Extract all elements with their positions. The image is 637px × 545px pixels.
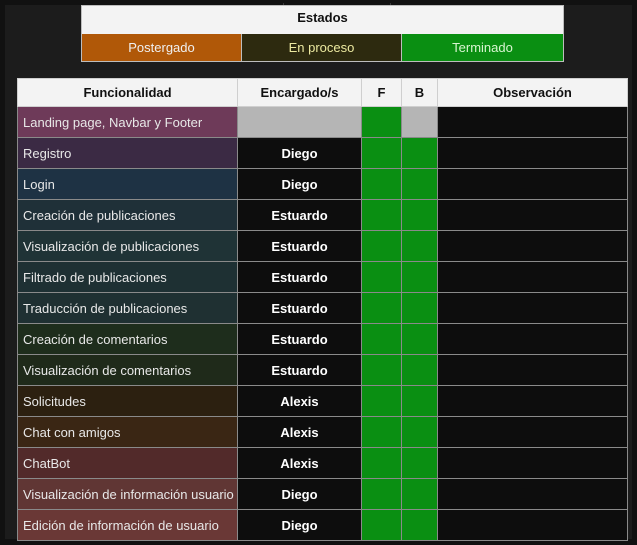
cell-encargado[interactable]: Estuardo: [238, 293, 362, 324]
cell-b-status[interactable]: [402, 107, 438, 138]
cell-f-status[interactable]: [362, 262, 402, 293]
cell-funcionalidad[interactable]: ChatBot: [18, 448, 238, 479]
cell-observacion[interactable]: [438, 448, 628, 479]
cell-funcionalidad[interactable]: Chat con amigos: [18, 417, 238, 448]
table-row: [18, 448, 628, 479]
features-table: [17, 78, 628, 541]
table-row: [18, 200, 628, 231]
cell-f-status[interactable]: [362, 417, 402, 448]
table-row: [18, 324, 628, 355]
cell-b-status[interactable]: [402, 138, 438, 169]
cell-f-status[interactable]: [362, 200, 402, 231]
cell-observacion[interactable]: [438, 293, 628, 324]
table-row: [18, 355, 628, 386]
cell-observacion[interactable]: [438, 262, 628, 293]
cell-b-status[interactable]: [402, 169, 438, 200]
cell-b-status[interactable]: [402, 510, 438, 541]
cell-encargado[interactable]: [238, 107, 362, 138]
cell-encargado[interactable]: Diego: [238, 510, 362, 541]
cell-b-status[interactable]: [402, 417, 438, 448]
cell-observacion[interactable]: [438, 169, 628, 200]
cell-encargado[interactable]: Diego: [238, 169, 362, 200]
cell-encargado[interactable]: Alexis: [238, 417, 362, 448]
table-row: [18, 107, 628, 138]
estados-title: Estados: [297, 10, 348, 25]
cell-observacion[interactable]: [438, 355, 628, 386]
cell-f-status[interactable]: [362, 355, 402, 386]
cell-funcionalidad[interactable]: Login: [18, 169, 238, 200]
cell-f-status[interactable]: [362, 293, 402, 324]
cell-observacion[interactable]: [438, 231, 628, 262]
cell-encargado[interactable]: Estuardo: [238, 231, 362, 262]
cell-b-status[interactable]: [402, 231, 438, 262]
cell-funcionalidad[interactable]: Visualización de información usuario: [18, 479, 238, 510]
cell-b-status[interactable]: [402, 448, 438, 479]
cell-funcionalidad[interactable]: Registro: [18, 138, 238, 169]
header-encargado: Encargado/s: [238, 79, 362, 107]
table-row: [18, 417, 628, 448]
cell-funcionalidad[interactable]: Visualización de comentarios: [18, 355, 238, 386]
cell-f-status[interactable]: [362, 324, 402, 355]
cell-f-status[interactable]: [362, 138, 402, 169]
cell-funcionalidad[interactable]: Creación de publicaciones: [18, 200, 238, 231]
header-f: F: [362, 79, 402, 107]
cell-encargado[interactable]: Estuardo: [238, 200, 362, 231]
cell-funcionalidad[interactable]: Solicitudes: [18, 386, 238, 417]
cell-f-status[interactable]: [362, 479, 402, 510]
cell-observacion[interactable]: [438, 479, 628, 510]
cell-encargado[interactable]: Alexis: [238, 386, 362, 417]
table-row: [18, 231, 628, 262]
cell-funcionalidad[interactable]: Landing page, Navbar y Footer: [18, 107, 238, 138]
estados-row: [82, 34, 563, 61]
cell-b-status[interactable]: [402, 386, 438, 417]
cell-funcionalidad[interactable]: Traducción de publicaciones: [18, 293, 238, 324]
cell-funcionalidad[interactable]: Filtrado de publicaciones: [18, 262, 238, 293]
cell-observacion[interactable]: [438, 324, 628, 355]
cell-funcionalidad[interactable]: Creación de comentarios: [18, 324, 238, 355]
table-row: [18, 510, 628, 541]
cell-b-status[interactable]: [402, 355, 438, 386]
table-row: [18, 386, 628, 417]
table-body: [18, 107, 628, 541]
cell-observacion[interactable]: [438, 200, 628, 231]
cell-f-status[interactable]: [362, 107, 402, 138]
cell-f-status[interactable]: [362, 386, 402, 417]
cell-encargado[interactable]: Estuardo: [238, 262, 362, 293]
estado-en-proceso: En proceso: [242, 34, 402, 61]
cell-b-status[interactable]: [402, 324, 438, 355]
window-frame-left: [0, 0, 5, 545]
cell-b-status[interactable]: [402, 479, 438, 510]
cell-b-status[interactable]: [402, 200, 438, 231]
estado-postergado: Postergado: [82, 34, 242, 61]
estados-legend: [81, 5, 564, 62]
estado-terminado: Terminado: [402, 34, 563, 61]
table-row: [18, 262, 628, 293]
table-row: [18, 169, 628, 200]
cell-f-status[interactable]: [362, 448, 402, 479]
cell-encargado[interactable]: Diego: [238, 479, 362, 510]
cell-encargado[interactable]: Estuardo: [238, 355, 362, 386]
table-row: [18, 479, 628, 510]
header-b: B: [402, 79, 438, 107]
cell-observacion[interactable]: [438, 107, 628, 138]
cell-b-status[interactable]: [402, 262, 438, 293]
header-funcionalidad: Funcionalidad: [18, 79, 238, 107]
cell-encargado[interactable]: Alexis: [238, 448, 362, 479]
cell-observacion[interactable]: [438, 138, 628, 169]
window-frame-right: [632, 0, 637, 545]
cell-observacion[interactable]: [438, 510, 628, 541]
cell-f-status[interactable]: [362, 231, 402, 262]
table-row: [18, 138, 628, 169]
cell-observacion[interactable]: [438, 386, 628, 417]
cell-encargado[interactable]: Estuardo: [238, 324, 362, 355]
cell-f-status[interactable]: [362, 510, 402, 541]
cell-funcionalidad[interactable]: Edición de información de usuario: [18, 510, 238, 541]
cell-b-status[interactable]: [402, 293, 438, 324]
table-header-row: [18, 79, 628, 107]
header-observacion: Observación: [438, 79, 628, 107]
cell-encargado[interactable]: Diego: [238, 138, 362, 169]
cell-f-status[interactable]: [362, 169, 402, 200]
cell-observacion[interactable]: [438, 417, 628, 448]
cell-funcionalidad[interactable]: Visualización de publicaciones: [18, 231, 238, 262]
table-row: [18, 293, 628, 324]
